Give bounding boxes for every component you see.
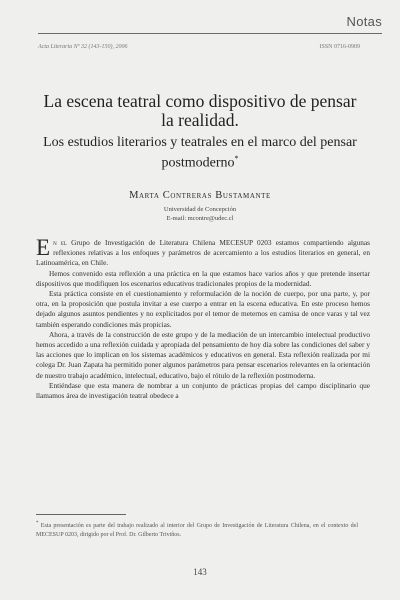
author-affiliation <box>40 205 360 223</box>
paragraph-5: Entiéndase que esta manera de nombrar a un conjunto de prácticas propias del campo disciplinario que llamamos área de investigación teatral obedece a <box>36 380 370 401</box>
footnote-mark: * <box>36 521 39 526</box>
footnote-marker: * <box>234 153 239 163</box>
footnote-text: Esta presentación es parte del trabajo realizado al interior del Grupo de Investigación de Literatura Chilena, en el contexto del MECESUP 0203, dirigido por el Prof. Dr. Gilberto Triviños. <box>36 523 358 538</box>
author-name: Marta Contreras Bustamante <box>129 190 271 201</box>
footnote-rule <box>36 514 126 515</box>
author-email: E-mail: mcontre@udec.cl <box>166 215 234 222</box>
paragraph-lead: n el <box>53 238 67 247</box>
section-label: Notas <box>346 14 382 29</box>
article-subtitle <box>40 135 360 171</box>
article-body <box>36 235 370 401</box>
drop-cap: E <box>36 235 51 260</box>
page-number: 143 <box>193 567 207 577</box>
journal-header <box>38 44 360 50</box>
paragraph-1 <box>36 235 370 269</box>
institution: Universidad de Concepción <box>163 206 237 213</box>
footnote <box>36 520 358 539</box>
issn: ISSN 0716-0909 <box>319 44 360 50</box>
paragraph-2: Hemos convenido esta reflexión a una práctica en la que estamos hace varios años y que pretende insertar dispositivos que modifiquen los escenarios educativos tradicionales propios de la modernidad. <box>36 268 370 288</box>
subtitle-text: Los estudios literarios y teatrales en el marco del pensar postmoderno <box>43 135 357 171</box>
journal-citation: Acta Literaria Nº 32 (143-150), 2006 <box>38 44 128 50</box>
paragraph-4: Ahora, a través de la construcción de este grupo y de la mediación de un intercambio intelectual productivo hemos accedido a una reflexión cuidada y apropiada del pensamiento de hoy día sobre las condiciones del saber y las acciones que lo implican en los sistemas académicos y educativos en general. Esta reflexión realizada por mi colega Dr. Juan Zapata ha permitido poner algunos parámetros para pensar escenarios relevantes en la orientación de nuestro trabajo académico, intelectual, educativo, bajo el rótulo de la reflexión postmoderna. <box>36 329 370 380</box>
article-title: La escena teatral como dispositivo de pensar la realidad. <box>43 91 357 130</box>
paragraph-3: Esta práctica consiste en el cuestionamiento y reformulación de la noción de cuerpo, por una parte, y, por otra, en la proposición que postula invitar a ese cuerpo a entrar en la escena educativa. En este proceso hemos dejado algunos asuntos pendientes y no explicitados por el temor de meternos en camisa de once varas y tal vez también esperando condiciones más propicias. <box>36 289 370 329</box>
header-rule <box>38 33 382 34</box>
paragraph-text: Grupo de Investigación de Literatura Chilena MECESUP 0203 estamos compartiendo algunas reflexiones relativas a los enfoques y parámetros de acercamiento a los estudios literarios en general, en Latinoamérica, en Chile. <box>36 238 370 268</box>
